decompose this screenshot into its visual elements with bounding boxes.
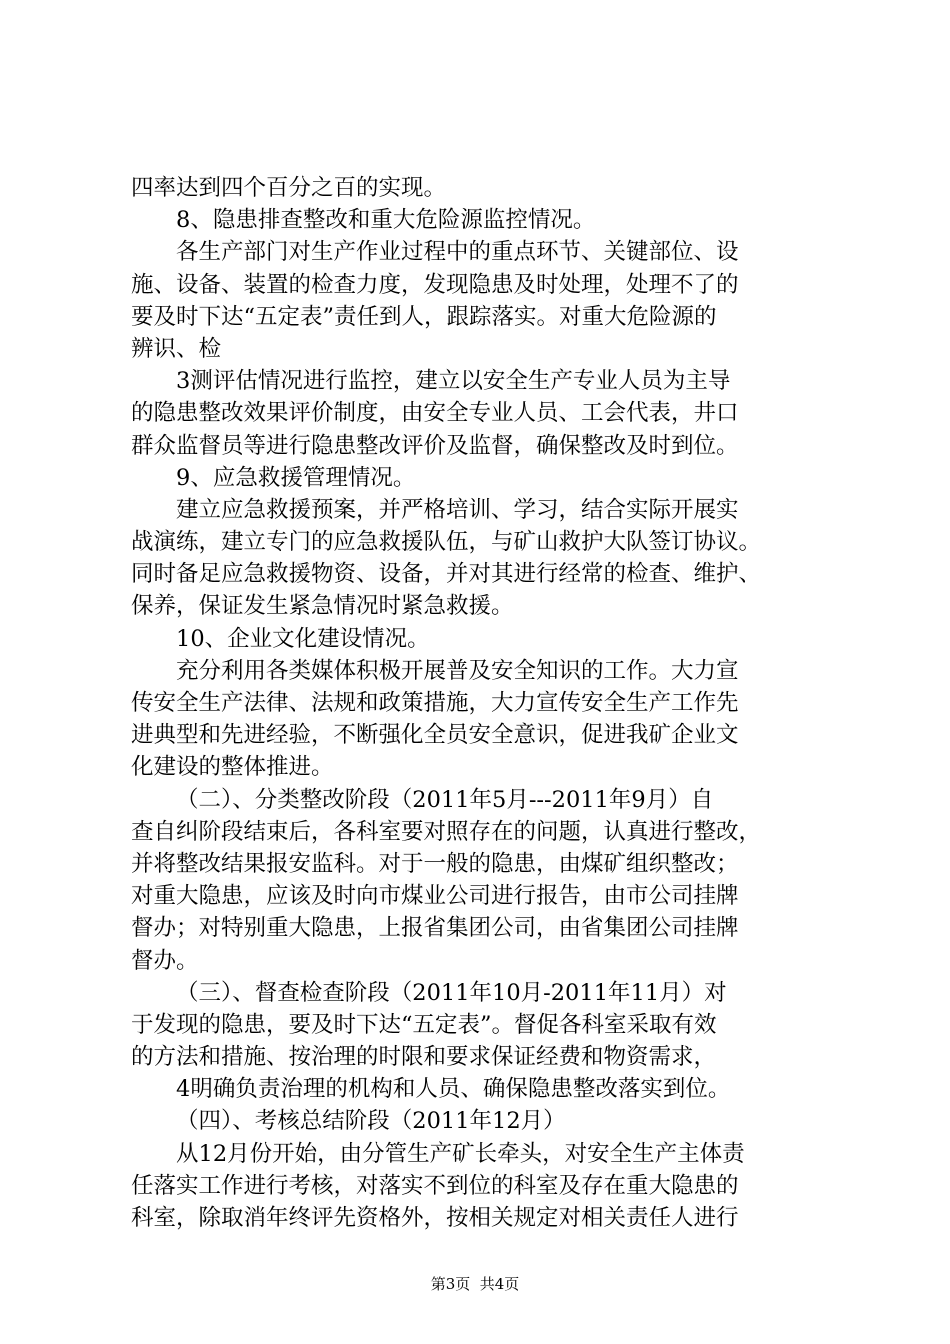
text-line: 充分利用各类媒体积极开展普及安全知识的工作。大力宣: [176, 657, 739, 684]
text-line: 督办。: [131, 947, 199, 974]
text-line: 四率达到四个百分之百的实现。: [131, 175, 447, 201]
body-text: [131, 172, 851, 1234]
text-line: 科室，除取消年终评先资格外，按相关规定对相关责任人进行: [131, 1205, 739, 1231]
text-line: 10、企业文化建设情况。: [176, 625, 430, 652]
page-number: 第3页 共4页: [430, 1275, 520, 1293]
text-line: 战演练，建立专门的应急救援队伍，与矿山救护大队签订协议。: [131, 529, 762, 556]
text-line: （三）、督查检查阶段（2011年10月-2011年11月）对: [176, 979, 727, 1006]
text-line: 同时备足应急救援物资、设备，并对其进行经常的检查、维护、: [131, 561, 762, 588]
text-line: 从12月份开始，由分管生产矿长牵头，对安全生产主体责: [176, 1140, 745, 1167]
text-line: 并将整改结果报安监科。对于一般的隐患，由煤矿组织整改；: [131, 850, 739, 877]
text-line: 督办；对特别重大隐患，上报省集团公司，由省集团公司挂牌: [131, 915, 739, 942]
text-line: 各生产部门对生产作业过程中的重点环节、关键部位、设: [176, 239, 739, 266]
text-line: （二）、分类整改阶段（2011年5月---2011年9月）自: [176, 786, 714, 813]
text-line: 3测评估情况进行监控，建立以安全生产专业人员为主导: [176, 368, 731, 395]
text-line: 要及时下达“五定表”责任到人，跟踪落实。对重大危险源的: [131, 303, 717, 330]
page-footer: [0, 1274, 950, 1294]
text-line: 的方法和措施、按治理的时限和要求保证经费和物资需求，: [131, 1044, 717, 1071]
text-line: 建立应急救援预案，并严格培训、学习，结合实际开展实: [176, 496, 739, 523]
text-line: 施、设备、装置的检查力度，发现隐患及时处理，处理不了的: [131, 271, 739, 298]
text-line: 查自纠阶段结束后，各科室要对照存在的问题，认真进行整改，: [131, 818, 762, 845]
text-line: 保养，保证发生紧急情况时紧急救援。: [131, 593, 514, 620]
text-line: 化建设的整体推进。: [131, 754, 334, 781]
text-line: 的隐患整改效果评价制度，由安全专业人员、工会代表，井口: [131, 400, 739, 427]
text-line: 辨识、检: [131, 335, 222, 362]
text-line: 8、隐患排查整改和重大危险源监控情况。: [176, 207, 596, 234]
text-line: 于发现的隐患，要及时下达“五定表”。督促各科室采取有效: [131, 1011, 717, 1038]
text-line: （四）、考核总结阶段（2011年12月）: [176, 1108, 566, 1135]
text-line: 对重大隐患，应该及时向市煤业公司进行报告，由市公司挂牌: [131, 883, 739, 910]
text-line: 9、应急救援管理情况。: [176, 464, 416, 491]
text-line: 4明确负责治理的机构和人员、确保隐患整改落实到位。: [176, 1076, 731, 1103]
text-line: 任落实工作进行考核，对落实不到位的科室及存在重大隐患的: [131, 1172, 739, 1199]
text-line: 群众监督员等进行隐患整改评价及监督，确保整改及时到位。: [131, 432, 739, 459]
text-line: 传安全生产法律、法规和政策措施，大力宣传安全生产工作先: [131, 690, 739, 716]
text-line: 进典型和先进经验，不断强化全员安全意识，促进我矿企业文: [131, 722, 739, 749]
